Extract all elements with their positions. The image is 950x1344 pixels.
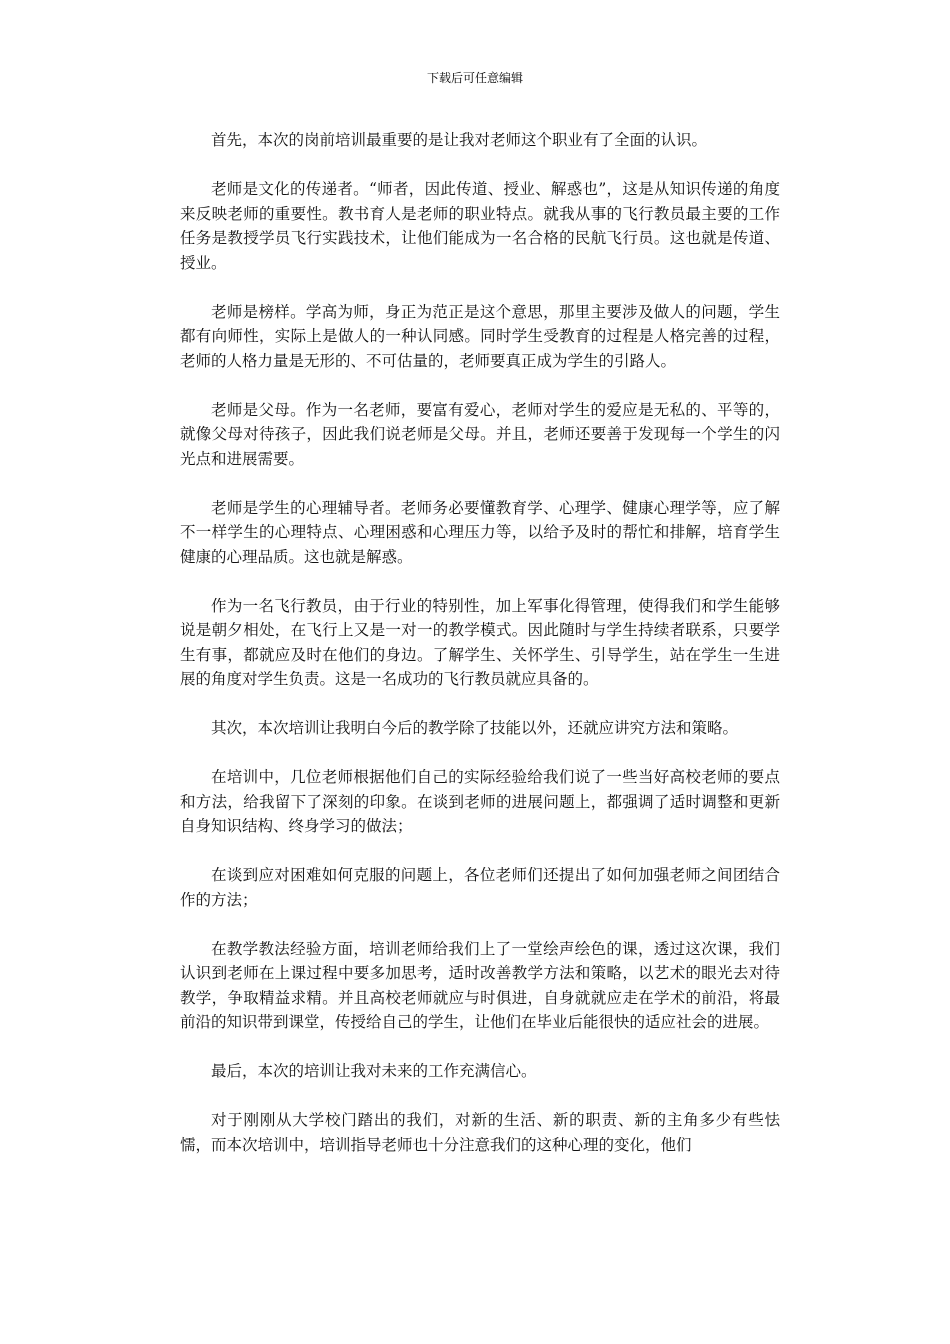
paragraph: 老师是父母。作为一名老师，要富有爱心，老师对学生的爱应是无私的、平等的，就像父母对待孩子，因此我们说老师是父母。并且，老师还要善于发现每一个学生的闪光点和进展需要。 [180,400,780,468]
paragraph: 老师是学生的心理辅导者。老师务必要懂教育学、心理学、健康心理学等，应了解不一样学生的心理特点、心理困惑和心理压力等，以给予及时的帮忙和排解，培育学生健康的心理品质。这也就是解惑。 [180,498,780,566]
paragraph: 其次，本次培训让我明白今后的教学除了技能以外，还就应讲究方法和策略。 [211,719,739,737]
page-header: 下载后可任意编辑 [426,71,523,85]
paragraph: 老师是文化的传递者。“师者，因此传道、授业、解惑也”，这是从知识传递的角度来反映老师的重要性。教书育人是老师的职业特点。就我从事的飞行教员最主要的工作任务是教授学员飞行实践技术，让他们能成为一名合格的民航飞行员。这也就是传道、授业。 [180,180,780,272]
paragraph: 在教学教法经验方面，培训老师给我们上了一堂绘声绘色的课，透过这次课，我们认识到老师在上课过程中要多加思考，适时改善教学方法和策略，以艺术的眼光去对待教学，争取精益求精。并且高校老师就应与时俱进，自身就就应走在学术的前沿，将最前沿的知识带到课堂，传授给自己的学生，让他们在毕业后能很快的适应社会的进展。 [180,939,780,1031]
paragraph: 首先，本次的岗前培训最重要的是让我对老师这个职业有了全面的认识。 [211,131,708,149]
paragraph: 在培训中，几位老师根据他们自己的实际经验给我们说了一些当好高校老师的要点和方法，给我留下了深刻的印象。在谈到老师的进展问题上，都强调了适时调整和更新自身知识结构、终身学习的做法； [180,768,780,835]
paragraph: 最后，本次的培训让我对未来的工作充满信心。 [211,1062,537,1080]
paragraph: 老师是榜样。学高为师，身正为范正是这个意思，那里主要涉及做人的问题，学生都有向师性，实际上是做人的一种认同感。同时学生受教育的过程是人格完善的过程，老师的人格力量是无形的、不可估量的，老师要真正成为学生的引路人。 [180,302,780,370]
paragraph: 对于刚刚从大学校门踏出的我们，对新的生活、新的职责、新的主角多少有些怯懦，而本次培训中，培训指导老师也十分注意我们的这种心理的变化，他们 [180,1111,780,1154]
paragraph: 作为一名飞行教员，由于行业的特别性，加上军事化得管理，使得我们和学生能够说是朝夕相处，在飞行上又是一对一的教学模式。因此随时与学生持续者联系，只要学生有事，都就应及时在他们的身边。了解学生、关怀学生、引导学生，站在学生一生进展的角度对学生负责。这是一名成功的飞行教员就应具备的。 [180,596,780,688]
document-body [180,128,780,1182]
paragraph: 在谈到应对困难如何克服的问题上，各位老师们还提出了如何加强老师之间团结合作的方法； [180,866,780,909]
